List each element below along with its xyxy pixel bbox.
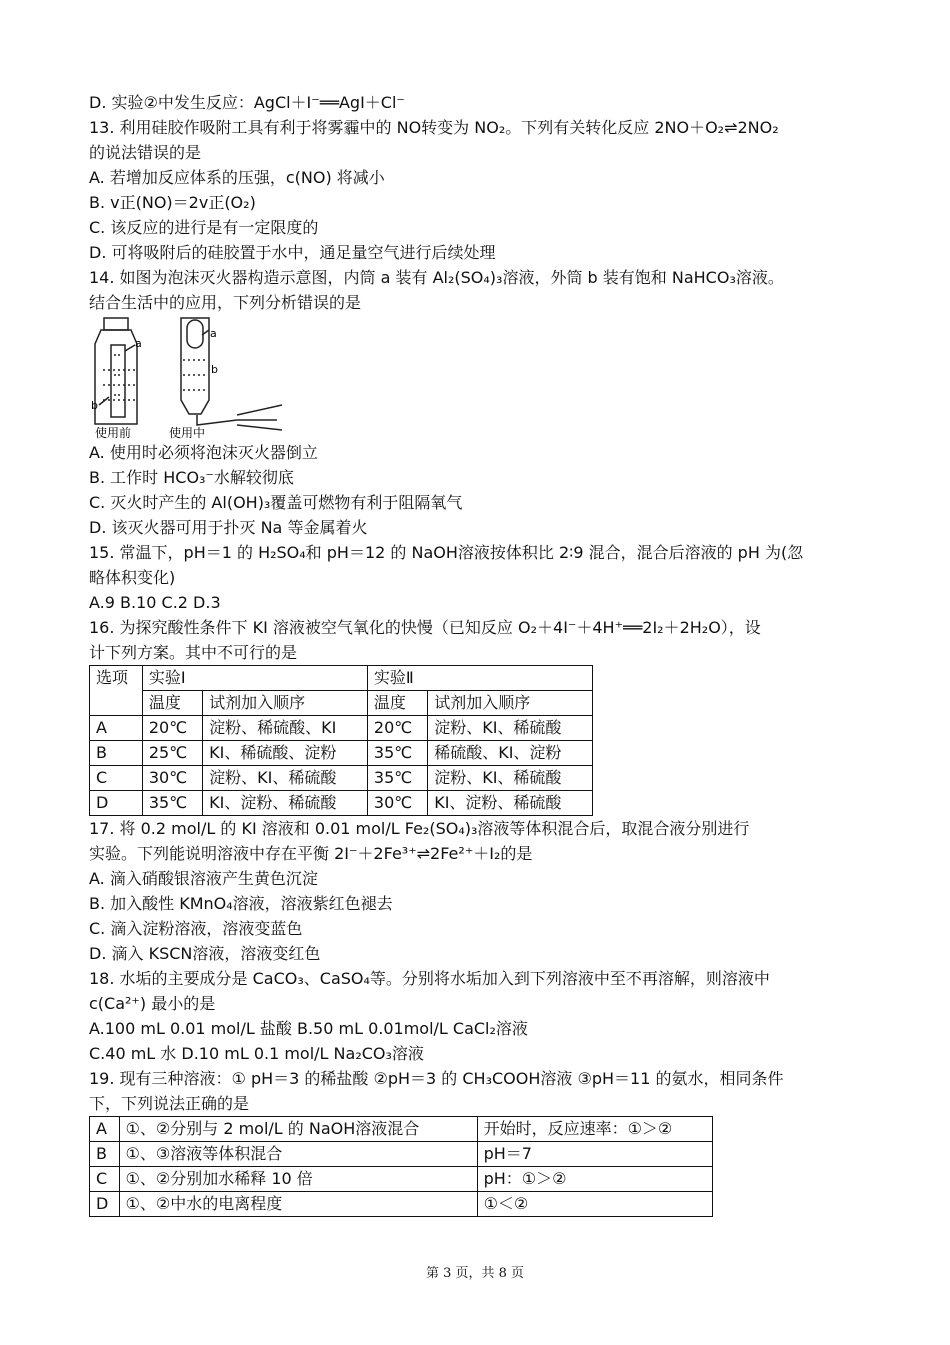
table-cell: D <box>90 791 143 816</box>
table-header-cell: 试剂加入顺序 <box>428 691 593 716</box>
table-cell: 30℃ <box>142 766 202 791</box>
text-line: C. 该反应的进行是有一定限度的 <box>89 218 319 237</box>
text-line: A.9 B.10 C.2 D.3 <box>89 593 221 612</box>
table-cell: A <box>90 1117 120 1142</box>
table-cell: KI、淀粉、稀硫酸 <box>203 791 368 816</box>
text-line: A. 使用时必须将泡沫灭火器倒立 <box>89 443 318 462</box>
text-line: B. 加入酸性 KMnO₄溶液，溶液紫红色褪去 <box>89 894 393 913</box>
text-line: 17. 将 0.2 mol/L 的 KI 溶液和 0.01 mol/L Fe₂(SO₄)₃溶液等体积混合后，取混合液分别进行 <box>89 819 750 838</box>
table-cell: 25℃ <box>142 741 202 766</box>
table-cell: B <box>90 741 143 766</box>
caption-during-use: 使用中 <box>169 426 206 440</box>
text-line: C. 滴入淀粉溶液，溶液变蓝色 <box>89 919 303 938</box>
text-line: c(Ca²⁺) 最小的是 <box>89 994 216 1013</box>
text-line: B. v正(NO)＝2v正(O₂) <box>89 193 256 212</box>
table-cell: 稀硫酸、KI、淀粉 <box>428 741 593 766</box>
text-line: D. 该灭火器可用于扑灭 Na 等金属着火 <box>89 518 368 537</box>
table-cell: ①、②中水的电离程度 <box>119 1192 477 1217</box>
label-a: a <box>135 337 142 350</box>
fire-extinguisher-figure <box>89 315 869 440</box>
text-line: 结合生活中的应用，下列分析错误的是 <box>89 293 362 312</box>
table-header-cell: 温度 <box>367 691 427 716</box>
text-line: 略体积变化) <box>89 568 176 587</box>
text-line: 14. 如图为泡沫灭火器构造示意图，内筒 a 装有 Al₂(SO₄)₃溶液，外筒 b 装有饱和 NaHCO₃溶液。 <box>89 268 784 287</box>
table-cell: B <box>90 1142 120 1167</box>
table-row <box>90 1117 713 1142</box>
text-line: 实验。下列能说明溶液中存在平衡 2I⁻＋2Fe³⁺⇌2Fe²⁺＋I₂的是 <box>89 844 533 863</box>
table-cell: C <box>90 766 143 791</box>
table-header-row <box>90 666 593 691</box>
table-row <box>90 741 593 766</box>
table-row <box>90 1167 713 1192</box>
table-cell: 35℃ <box>142 791 202 816</box>
text-line: D. 滴入 KSCN溶液，溶液变红色 <box>89 944 321 963</box>
table-header-cell: 实验Ⅰ <box>142 666 367 691</box>
table-cell: A <box>90 716 143 741</box>
lines-before-figure <box>89 90 869 315</box>
table-cell: 淀粉、稀硫酸、KI <box>203 716 368 741</box>
table-cell: pH＝7 <box>477 1142 712 1167</box>
table-q16 <box>89 665 593 816</box>
text-line: 下，下列说法正确的是 <box>89 1094 250 1113</box>
text-line: 计下列方案。其中不可行的是 <box>89 643 298 662</box>
table-row <box>90 791 593 816</box>
table-header-cell: 实验Ⅱ <box>367 666 592 691</box>
table-cell: 35℃ <box>367 766 427 791</box>
text-line: 16. 为探究酸性条件下 KI 溶液被空气氧化的快慢（已知反应 O₂＋4I⁻＋4H⁺══2I₂＋2H₂O），设 <box>89 618 761 637</box>
page-content <box>89 90 869 1217</box>
table-cell: 淀粉、KI、稀硫酸 <box>428 766 593 791</box>
table-header-cell: 试剂加入顺序 <box>203 691 368 716</box>
text-line: B. 工作时 HCO₃⁻水解较彻底 <box>89 468 294 487</box>
table-cell: ①、②分别与 2 mol/L 的 NaOH溶液混合 <box>119 1117 477 1142</box>
table-cell: 20℃ <box>142 716 202 741</box>
table-row <box>90 716 593 741</box>
lines-q17-q19 <box>89 816 869 1116</box>
lines-q14-q16 <box>89 440 869 665</box>
text-line: 13. 利用硅胶作吸附工具有利于将雾霾中的 NO转变为 NO₂。下列有关转化反应 2NO＋O₂⇌2NO₂ <box>89 118 779 137</box>
text-line: D. 可将吸附后的硅胶置于水中，通足量空气进行后续处理 <box>89 243 496 262</box>
label-a-during: a <box>210 327 217 340</box>
table-cell: 淀粉、KI、稀硫酸 <box>203 766 368 791</box>
table-cell: C <box>90 1167 120 1192</box>
table-q19 <box>89 1116 713 1217</box>
table-cell: 20℃ <box>367 716 427 741</box>
text-line: D. 实验②中发生反应：AgCl＋I⁻══AgI＋Cl⁻ <box>89 93 405 112</box>
table-header-row <box>90 691 593 716</box>
table-row <box>90 766 593 791</box>
table-header-cell: 选项 <box>90 666 143 716</box>
text-line: A. 滴入硝酸银溶液产生黄色沉淀 <box>89 869 318 888</box>
text-line: 的说法错误的是 <box>89 143 202 162</box>
text-line: 19. 现有三种溶液：① pH＝3 的稀盐酸 ②pH＝3 的 CH₃COOH溶液 ③pH＝11 的氨水，相同条件 <box>89 1069 784 1088</box>
text-line: C.40 mL 水 D.10 mL 0.1 mol/L Na₂CO₃溶液 <box>89 1044 424 1063</box>
label-b: b <box>91 399 98 412</box>
table-cell: 30℃ <box>367 791 427 816</box>
table-cell: 35℃ <box>367 741 427 766</box>
table-cell: ①＜② <box>477 1192 712 1217</box>
table-row <box>90 1142 713 1167</box>
table-header-cell: 温度 <box>142 691 202 716</box>
table-cell: KI、稀硫酸、淀粉 <box>203 741 368 766</box>
text-line: 15. 常温下，pH＝1 的 H₂SO₄和 pH＝12 的 NaOH溶液按体积比 2∶9 混合，混合后溶液的 pH 为(忽 <box>89 543 804 562</box>
table-cell: 淀粉、KI、稀硫酸 <box>428 716 593 741</box>
table-cell: 开始时，反应速率：①＞② <box>477 1117 712 1142</box>
text-line: C. 灭火时产生的 Al(OH)₃覆盖可燃物有利于阻隔氧气 <box>89 493 463 512</box>
text-line: A.100 mL 0.01 mol/L 盐酸 B.50 mL 0.01mol/L CaCl₂溶液 <box>89 1019 528 1038</box>
table-cell: ①、②分别加水稀释 10 倍 <box>119 1167 477 1192</box>
text-line: A. 若增加反应体系的压强，c(NO) 将减小 <box>89 168 385 187</box>
label-b-during: b <box>211 363 218 376</box>
table-row <box>90 1192 713 1217</box>
table-cell: KI、淀粉、稀硫酸 <box>428 791 593 816</box>
table-cell: ①、③溶液等体积混合 <box>119 1142 477 1167</box>
table-cell: D <box>90 1192 120 1217</box>
extinguisher-diagram <box>89 315 309 440</box>
caption-before-use: 使用前 <box>95 426 132 440</box>
table-cell: pH：①＞② <box>477 1167 712 1192</box>
text-line: 18. 水垢的主要成分是 CaCO₃、CaSO₄等。分别将水垢加入到下列溶液中至不再溶解，则溶液中 <box>89 969 770 988</box>
page-footer: 第 3 页，共 8 页 <box>425 1266 525 1281</box>
